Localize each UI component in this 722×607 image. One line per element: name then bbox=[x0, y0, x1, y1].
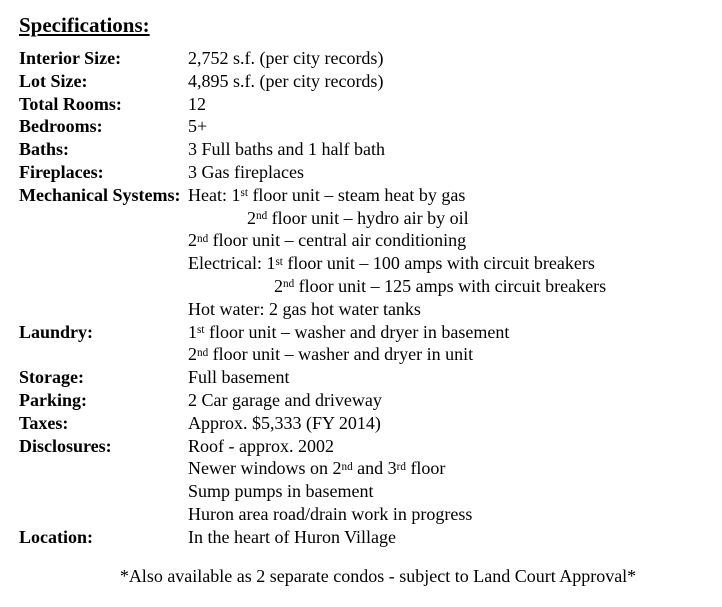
spec-label: Storage: bbox=[19, 367, 84, 388]
ordinal-superscript: nd bbox=[341, 460, 353, 473]
spec-value bbox=[188, 526, 722, 549]
spec-value-line: 2nd floor unit – 125 amps with circuit breakers bbox=[274, 275, 607, 296]
spec-row bbox=[19, 115, 722, 138]
spec-value-line: 2nd floor unit – central air conditioning bbox=[188, 230, 467, 251]
spec-value-line: 2 Car garage and driveway bbox=[188, 389, 382, 410]
footer-note: *Also available as 2 separate condos - subject to Land Court Approval* bbox=[119, 565, 637, 586]
spec-value-line: 1st floor unit – washer and dryer in basement bbox=[188, 321, 510, 342]
ordinal-superscript: st bbox=[197, 323, 205, 336]
spec-value bbox=[188, 93, 722, 116]
ordinal-superscript: nd bbox=[256, 209, 268, 222]
ordinal-superscript: nd bbox=[283, 278, 295, 291]
spec-label: Mechanical Systems: bbox=[19, 184, 181, 205]
ordinal-superscript: nd bbox=[197, 346, 209, 359]
ordinal-superscript: st bbox=[275, 255, 283, 268]
spec-label: Taxes: bbox=[19, 412, 69, 433]
spec-row bbox=[19, 366, 722, 389]
spec-value-line: Electrical: 1st floor unit – 100 amps with circuit breakers bbox=[188, 253, 595, 274]
spec-value-line: 3 Gas fireplaces bbox=[188, 161, 304, 182]
spec-label: Interior Size: bbox=[19, 48, 122, 68]
spec-label: Location: bbox=[19, 526, 93, 547]
ordinal-superscript: st bbox=[240, 187, 248, 200]
spec-value-line: Approx. $5,333 (FY 2014) bbox=[188, 412, 381, 433]
spec-row bbox=[19, 526, 722, 549]
spec-value-line: 3 Full baths and 1 half bath bbox=[188, 139, 385, 160]
spec-value-line: 5+ bbox=[188, 116, 208, 137]
spec-label: Parking: bbox=[19, 389, 88, 410]
spec-value-line: Hot water: 2 gas hot water tanks bbox=[188, 298, 421, 319]
spec-value bbox=[188, 47, 722, 70]
spec-value-line: Newer windows on 2nd and 3rd floor bbox=[188, 458, 446, 479]
spec-row bbox=[19, 435, 722, 526]
spec-row bbox=[19, 412, 722, 435]
ordinal-superscript: rd bbox=[396, 460, 406, 473]
page-title: Specifications: bbox=[19, 13, 150, 37]
spec-value-line: 2nd floor unit – washer and dryer in unit bbox=[188, 344, 474, 365]
spec-label: Baths: bbox=[19, 139, 70, 160]
spec-value bbox=[188, 366, 722, 389]
spec-row bbox=[19, 138, 722, 161]
spec-value bbox=[188, 412, 722, 435]
spec-value bbox=[188, 138, 722, 161]
spec-value bbox=[188, 321, 722, 367]
spec-label: Laundry: bbox=[19, 321, 94, 342]
spec-row bbox=[19, 93, 722, 116]
spec-row bbox=[19, 70, 722, 93]
ordinal-superscript: nd bbox=[197, 232, 209, 245]
spec-value-line: Sump pumps in basement bbox=[188, 481, 374, 502]
spec-value bbox=[188, 161, 722, 184]
spec-value bbox=[188, 70, 722, 93]
spec-value-line: In the heart of Huron Village bbox=[188, 526, 397, 547]
spec-row bbox=[19, 161, 722, 184]
spec-value-line: 12 bbox=[188, 93, 206, 114]
spec-table bbox=[19, 47, 722, 549]
spec-value-line: 2nd floor unit – hydro air by oil bbox=[247, 207, 469, 228]
spec-value bbox=[188, 389, 722, 412]
spec-row bbox=[19, 47, 722, 70]
spec-label: Total Rooms: bbox=[19, 93, 122, 114]
spec-label: Disclosures: bbox=[19, 435, 112, 456]
spec-value-line: Roof - approx. 2002 bbox=[188, 435, 334, 456]
spec-value bbox=[188, 435, 722, 526]
spec-row bbox=[19, 389, 722, 412]
spec-row bbox=[19, 321, 722, 367]
spec-value bbox=[188, 184, 722, 321]
spec-label: Lot Size: bbox=[19, 70, 88, 91]
spec-row bbox=[19, 184, 722, 321]
spec-value-line: Huron area road/drain work in progress bbox=[188, 503, 473, 524]
spec-label: Bedrooms: bbox=[19, 116, 103, 137]
spec-label: Fireplaces: bbox=[19, 161, 104, 182]
spec-value bbox=[188, 115, 722, 138]
spec-value-line: 2,752 s.f. (per city records) bbox=[188, 48, 384, 68]
spec-value-line: Full basement bbox=[188, 367, 290, 388]
spec-value-line: Heat: 1st floor unit – steam heat by gas bbox=[188, 184, 466, 205]
spec-value-line: 4,895 s.f. (per city records) bbox=[188, 70, 384, 91]
